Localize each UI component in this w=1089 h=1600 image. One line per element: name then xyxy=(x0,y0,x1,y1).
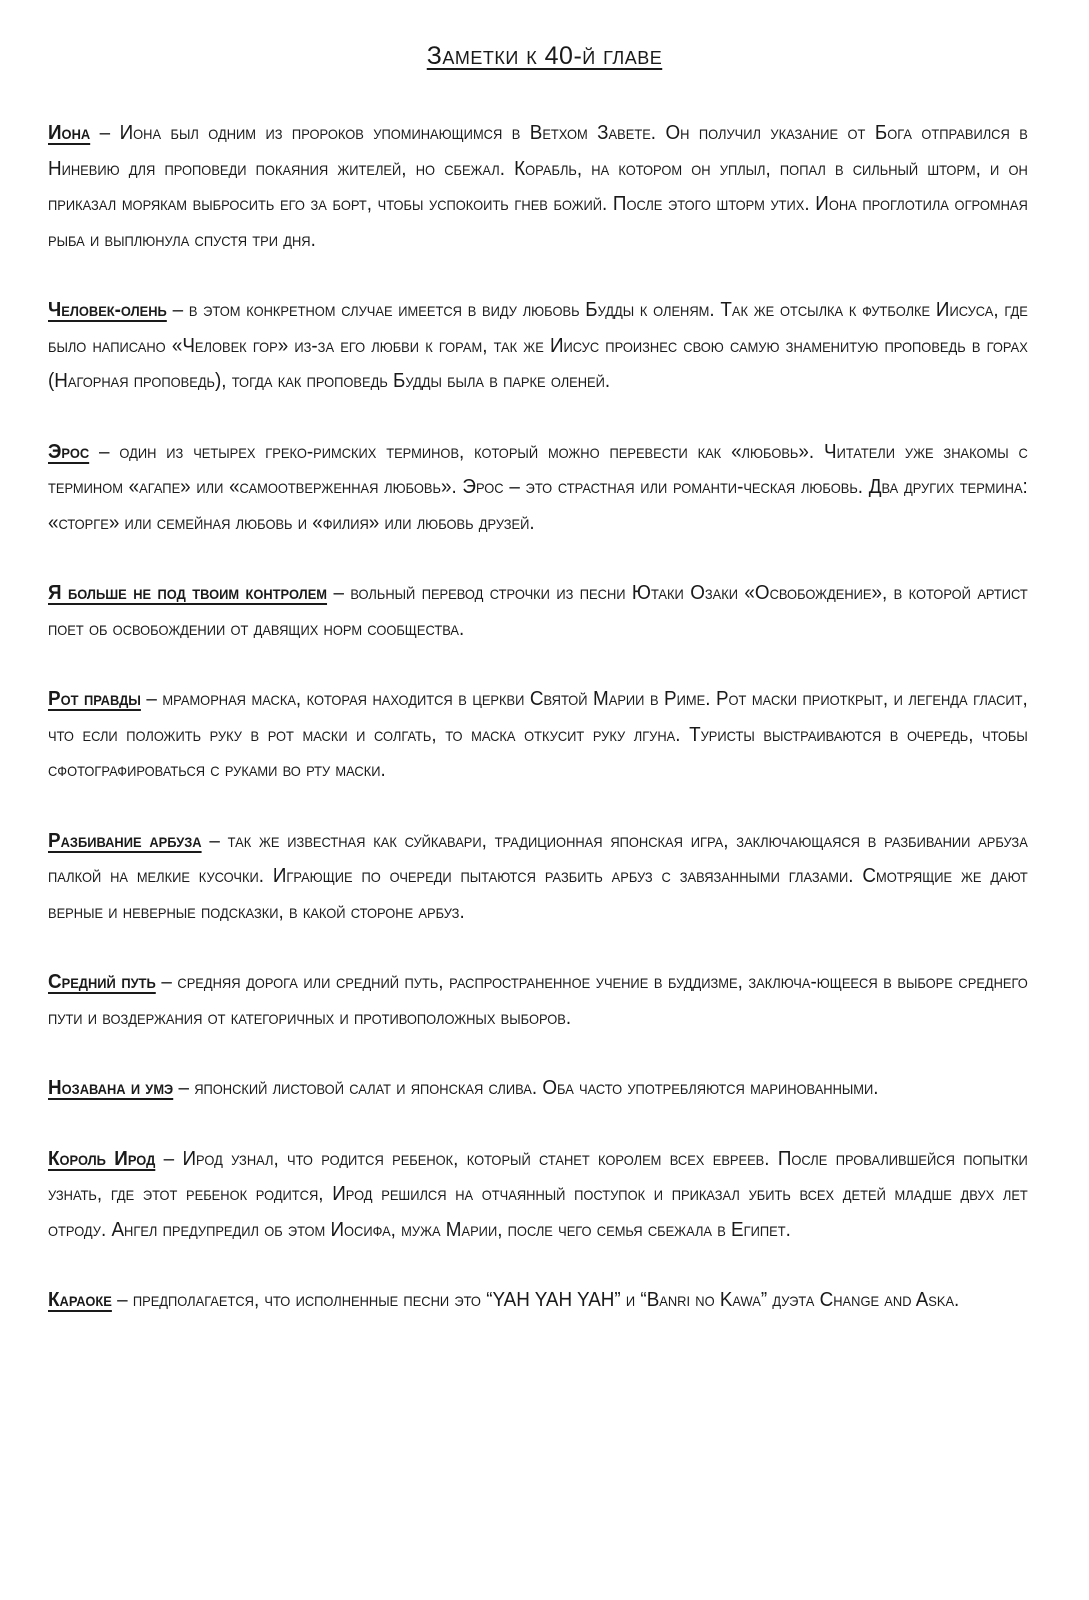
note-jonah xyxy=(48,115,1028,257)
note-text: – мраморная маска, которая находится в церкви Святой Марии в Риме. Рот маски приоткрыт, и легенда гласит, что если положить руку в рот маски и солгать, то маска откусит руку лгуна. Туристы выстраиваются в очередь, чтобы сфотографироваться с руками во рту маски. xyxy=(48,687,1028,781)
note-text: – средняя дорога или средний путь, распространенное учение в буддизме, заключа-ющееся в выборе среднего пути и воздержания от категоричных и противоположных выборов. xyxy=(48,970,1028,1029)
note-karaoke xyxy=(48,1282,1028,1318)
note-text: – предполагается, что исполненные песни это “YAH YAH YAH” и “Banri no Kawa” дуэта Change and Aska. xyxy=(111,1288,960,1311)
note-term: Эрос xyxy=(48,439,90,463)
note-term: Разбивание арбуза xyxy=(48,828,202,852)
note-mouth-of-truth xyxy=(48,681,1028,788)
note-text: – Ирод узнал, что родится ребенок, который станет королем всех евреев. После провалившейся попытки узнать, где этот ребенок родится, Ирод решился на отчаянный поступок и приказал убить всех детей младше двух лет отроду. Ангел предупредил об этом Иосифа, мужа Марии, после чего семья сбежала в Египет. xyxy=(48,1146,1028,1241)
note-term: Иона xyxy=(48,121,91,144)
note-watermelon-splitting xyxy=(48,823,1028,930)
note-term: Средний путь xyxy=(48,970,156,993)
note-eros xyxy=(48,434,1028,541)
note-text: – Иона был одним из пророков упоминающимся в Ветхом Завете. Он получил указание от Бога отправился в Ниневию для проповеди покаяния жителей, но сбежал. Корабль, на котором он уплыл, попал в сильный шторм, и он приказал морякам выбросить его за борт, чтобы успокоить гнев божий. После этого шторм утих. Иона проглотила огромная рыба и выплюнула спустя три дня. xyxy=(48,121,1028,251)
note-text: – японский листовой салат и японская слива. Оба часто употребляются маринованными. xyxy=(173,1076,879,1099)
note-not-under-control xyxy=(48,575,1028,646)
note-text: – так же известная как суйкавари, традиционная японская игра, заключающаяся в разбивании арбуза палкой на мелкие кусочки. Играющие по очереди пытаются разбить арбуз с завязанными глазами. Смотрящие же дают верные и неверные подсказки, в какой стороне арбуз. xyxy=(48,828,1028,923)
note-term: Человек-олень xyxy=(48,298,167,321)
note-text: – вольный перевод строчки из песни Ютаки Озаки «Освобождение», в которой артист поет об освобождении от давящих норм сообщества. xyxy=(48,581,1028,640)
notes-list xyxy=(48,115,1028,1353)
note-deer-man xyxy=(48,292,1028,399)
note-middle-way xyxy=(48,964,1028,1035)
note-term: Король Ирод xyxy=(48,1146,156,1170)
page-title: Заметки к 40-й главе xyxy=(426,42,663,70)
note-nozawana-ume xyxy=(48,1070,1028,1106)
note-term: Нозавана и умэ xyxy=(48,1076,174,1099)
note-king-herod xyxy=(48,1141,1028,1248)
note-term: Караоке xyxy=(48,1288,112,1311)
note-term: Рот правды xyxy=(48,687,141,710)
note-term: Я больше не под твоим контролем xyxy=(48,581,328,604)
note-text: – в этом конкретном случае имеется в виду любовь Будды к оленям. Так же отсылка к футболке Иисуса, где было написано «Человек гор» из-за его любви к горам, так же Иисус произнес свою самую знаменитую проповедь в горах (Нагорная проповедь), тогда как проповедь Будды была в парке оленей. xyxy=(48,298,1028,392)
note-text: – один из четырех греко-римских терминов, который можно перевести как «любовь». Читатели уже знакомы с термином «агапе» или «самоотверженная любовь». Эрос – это страстная или романти-ческая любовь. Два других термина: «сторге» или семейная любовь и «филия» или любовь друзей. xyxy=(48,439,1028,534)
